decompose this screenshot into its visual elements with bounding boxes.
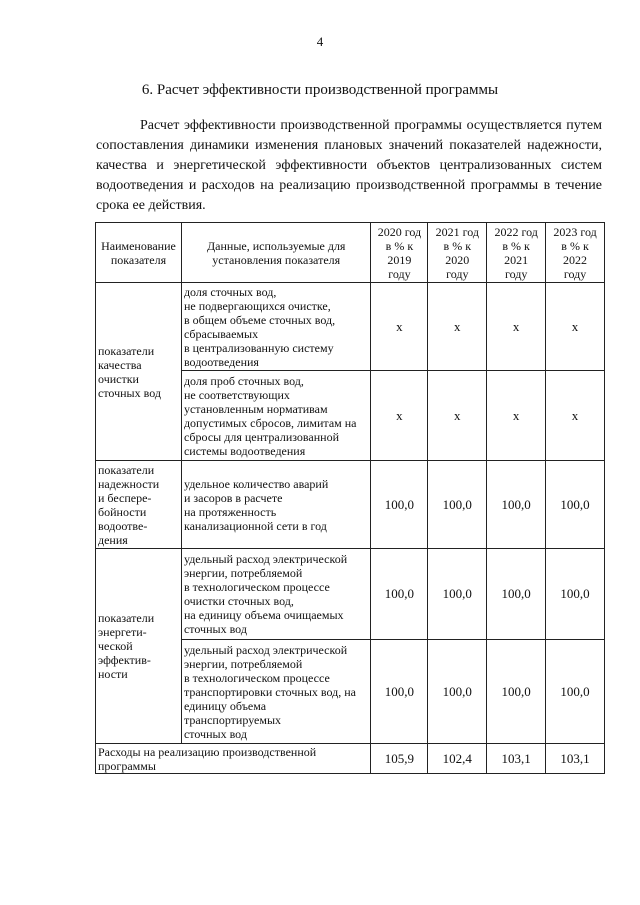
header-year-2020 bbox=[371, 223, 428, 283]
value-cell: 100,0 bbox=[487, 640, 546, 744]
group-line: эффектив- bbox=[98, 653, 151, 667]
header-data-used bbox=[181, 223, 371, 283]
value-cell: 100,0 bbox=[487, 549, 546, 640]
desc-line: энергии, потребляемой bbox=[183, 656, 303, 671]
value-cell: 100,0 bbox=[546, 461, 605, 549]
header-line: 2021 год bbox=[435, 224, 479, 239]
value-cell: 103,1 bbox=[546, 744, 605, 774]
header-year-2021 bbox=[428, 223, 487, 283]
group-line: очистки bbox=[98, 371, 139, 386]
value-cell: x bbox=[546, 371, 605, 461]
group-energy bbox=[96, 549, 182, 744]
desc-line: доля проб сточных вод, bbox=[183, 373, 304, 388]
desc-line: удельный расход электрической bbox=[183, 642, 348, 657]
desc-line: не подвергающихся очистке, bbox=[183, 298, 331, 313]
desc-line: сточных вод bbox=[183, 622, 247, 636]
desc-line: транспортировки сточных вод, на bbox=[183, 684, 356, 699]
desc-line: на единицу объема очищаемых bbox=[183, 608, 344, 622]
row-description bbox=[181, 461, 371, 549]
desc-line: в общем объеме сточных вод, bbox=[183, 312, 336, 327]
header-year-2022 bbox=[487, 223, 546, 283]
value-cell: 105,9 bbox=[371, 744, 428, 774]
page-number: 4 bbox=[316, 34, 324, 49]
header-line: Наименование bbox=[101, 238, 176, 253]
value-cell: x bbox=[428, 283, 487, 371]
table-row bbox=[96, 549, 605, 640]
header-line: 2022 год bbox=[494, 224, 538, 239]
expenses-line: Расходы на реализацию производственной bbox=[98, 744, 317, 759]
header-line: показателя bbox=[110, 252, 167, 267]
header-line: Данные, используемые для bbox=[206, 238, 346, 253]
row-description bbox=[181, 371, 371, 461]
header-line: в % к bbox=[561, 238, 589, 253]
table-row bbox=[96, 461, 605, 549]
group-line: ческой bbox=[98, 639, 133, 653]
group-line: дения bbox=[98, 532, 128, 547]
header-line: 2020 год bbox=[377, 224, 422, 239]
value-cell: 100,0 bbox=[546, 549, 605, 640]
group-reliability bbox=[96, 461, 182, 549]
row-description bbox=[181, 283, 371, 371]
expenses-row bbox=[96, 744, 605, 774]
header-indicator-name bbox=[96, 223, 182, 283]
desc-line: на протяженность bbox=[183, 504, 277, 519]
desc-line: в централизованную систему bbox=[183, 340, 334, 355]
group-line: бойности bbox=[98, 504, 147, 519]
group-line: и беспере- bbox=[98, 490, 152, 505]
header-row bbox=[96, 223, 605, 283]
header-line: году bbox=[388, 266, 411, 281]
expenses-line: программы bbox=[98, 758, 156, 773]
header-line: в % к bbox=[443, 238, 472, 253]
group-line: водоотве- bbox=[98, 518, 148, 533]
desc-line: системы водоотведения bbox=[183, 443, 306, 458]
desc-line: сточных вод bbox=[183, 726, 247, 741]
value-cell: 103,1 bbox=[487, 744, 546, 774]
value-cell: 100,0 bbox=[371, 549, 428, 640]
intro-paragraph: Расчет эффективности производственной программы осуществляется путем сопоставления динамики изменения плановых значений показателей надежности, качества и энергетической эффективности объектов централизованных систем водоотведения и расходов на реализацию производственной программы в течение срока ее действия. bbox=[96, 118, 602, 213]
value-cell: x bbox=[487, 371, 546, 461]
header-line: году bbox=[446, 266, 469, 281]
header-line: 2021 bbox=[504, 252, 529, 267]
desc-line: канализационной сети в год bbox=[183, 518, 327, 533]
desc-line: и засоров в расчете bbox=[183, 490, 283, 505]
header-line: 2019 bbox=[387, 252, 412, 267]
efficiency-table bbox=[95, 222, 605, 774]
value-cell: x bbox=[428, 371, 487, 461]
header-line: году bbox=[563, 266, 587, 281]
desc-line: сбросы для централизованной bbox=[183, 429, 340, 444]
group-line: показатели bbox=[98, 462, 155, 477]
desc-line: единицу объема bbox=[183, 698, 267, 713]
header-line: 2020 bbox=[445, 252, 470, 267]
desc-line: сбрасываемых bbox=[183, 326, 259, 341]
section-title: 6. Расчет эффективности производственной программы bbox=[141, 82, 499, 98]
value-cell: x bbox=[371, 371, 428, 461]
desc-line: доля сточных вод, bbox=[183, 284, 277, 299]
desc-line: энергии, потребляемой bbox=[183, 566, 303, 580]
header-year-2023 bbox=[546, 223, 605, 283]
value-cell: 100,0 bbox=[428, 461, 487, 549]
value-cell: 100,0 bbox=[487, 461, 546, 549]
group-line: сточных вод bbox=[98, 385, 161, 400]
group-line: надежности bbox=[98, 476, 160, 491]
desc-line: не соответствующих bbox=[183, 387, 290, 402]
desc-line: установленным нормативам bbox=[183, 401, 328, 416]
header-line: 2022 bbox=[563, 252, 588, 267]
header-line: в % к bbox=[385, 238, 414, 253]
value-cell: x bbox=[371, 283, 428, 371]
value-cell: 100,0 bbox=[371, 461, 428, 549]
desc-line: допустимых сбросов, лимитам на bbox=[183, 415, 357, 430]
desc-line: удельное количество аварий bbox=[183, 476, 329, 491]
value-cell: 102,4 bbox=[428, 744, 487, 774]
header-line: в % к bbox=[502, 238, 530, 253]
desc-line: водоотведения bbox=[183, 354, 259, 369]
group-line: ности bbox=[98, 667, 128, 681]
group-line: показатели bbox=[98, 611, 155, 625]
desc-line: транспортируемых bbox=[183, 712, 282, 727]
group-line: показатели bbox=[98, 343, 155, 358]
desc-line: в технологическом процессе bbox=[183, 580, 330, 594]
desc-line: удельный расход электрической bbox=[183, 552, 348, 566]
header-line: установления показателя bbox=[212, 252, 341, 267]
value-cell: 100,0 bbox=[428, 549, 487, 640]
header-line: году bbox=[504, 266, 528, 281]
value-cell: x bbox=[546, 283, 605, 371]
group-line: качества bbox=[98, 357, 142, 372]
value-cell: 100,0 bbox=[371, 640, 428, 744]
desc-line: очистки сточных вод, bbox=[183, 594, 294, 608]
group-quality bbox=[96, 283, 182, 461]
row-description bbox=[181, 549, 371, 640]
row-description bbox=[181, 640, 371, 744]
expenses-label bbox=[96, 744, 371, 774]
value-cell: x bbox=[487, 283, 546, 371]
header-line: 2023 год bbox=[553, 224, 597, 239]
value-cell: 100,0 bbox=[428, 640, 487, 744]
group-line: энергети- bbox=[98, 625, 147, 639]
table-row bbox=[96, 283, 605, 371]
value-cell: 100,0 bbox=[546, 640, 605, 744]
desc-line: в технологическом процессе bbox=[183, 670, 330, 685]
